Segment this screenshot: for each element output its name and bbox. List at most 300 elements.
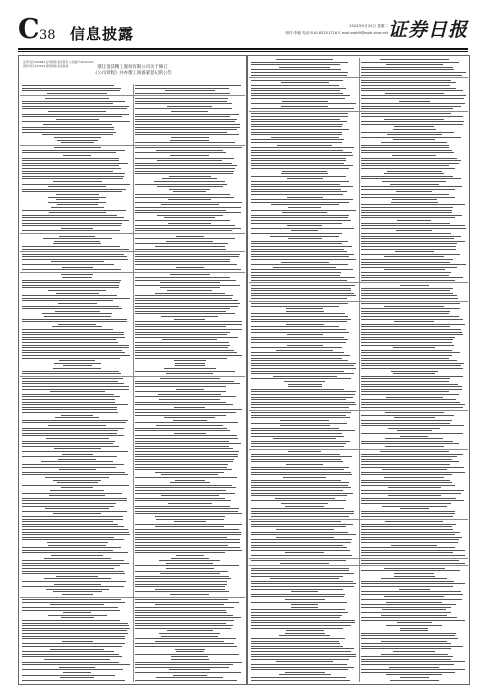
text-line — [22, 295, 117, 296]
text-line — [59, 667, 95, 668]
text-line — [22, 223, 122, 224]
article-title — [19, 65, 246, 78]
text-line — [251, 90, 340, 91]
text-line — [396, 191, 432, 192]
text-line — [135, 664, 234, 665]
text-line — [62, 277, 92, 278]
text-line — [135, 638, 236, 639]
text-line — [382, 609, 446, 610]
text-line — [251, 532, 348, 533]
text-line — [135, 194, 231, 195]
text-line — [394, 417, 435, 418]
text-line — [361, 194, 449, 195]
text-line — [22, 215, 117, 216]
text-line — [22, 173, 125, 174]
text-line — [173, 420, 207, 421]
text-line — [59, 360, 95, 361]
text-line — [22, 451, 128, 452]
text-line — [251, 576, 343, 577]
text-line — [251, 288, 351, 289]
text-line — [361, 464, 451, 465]
text-line — [22, 225, 121, 226]
text-line — [251, 199, 353, 200]
text-line — [135, 371, 236, 372]
text-line — [22, 599, 121, 600]
text-line — [251, 347, 342, 348]
text-line — [55, 417, 99, 418]
text-line — [135, 230, 233, 231]
text-line — [361, 316, 459, 317]
text-line — [251, 313, 345, 314]
text-line — [22, 150, 125, 151]
text-line — [291, 604, 318, 605]
text-line — [135, 158, 234, 159]
text-line — [397, 220, 431, 221]
text-line — [22, 230, 120, 231]
text-line — [135, 202, 243, 203]
text-line — [50, 391, 105, 392]
section-title: 信息披露 — [70, 25, 135, 43]
text-line — [135, 383, 240, 384]
text-line — [63, 672, 91, 673]
text-line — [22, 88, 121, 89]
text-line — [361, 290, 451, 291]
text-line — [44, 578, 111, 579]
text-line — [22, 378, 123, 379]
text-line — [22, 352, 125, 353]
text-line — [251, 638, 345, 639]
text-line — [393, 373, 435, 374]
text-line — [135, 249, 226, 250]
text-line — [361, 376, 463, 377]
text-line — [381, 654, 448, 655]
text-line — [56, 293, 99, 294]
text-line — [154, 181, 225, 182]
text-line — [251, 246, 352, 247]
text-line — [361, 249, 457, 250]
text-line — [135, 152, 226, 153]
text-line — [251, 602, 347, 603]
text-line — [361, 108, 453, 109]
text-line — [44, 659, 110, 660]
text-line — [251, 550, 350, 551]
text-line — [22, 581, 126, 582]
text-line — [22, 521, 113, 522]
text-line — [22, 189, 126, 190]
text-line — [251, 417, 350, 418]
text-line — [168, 199, 211, 200]
text-line — [251, 648, 354, 649]
text-line — [22, 446, 119, 447]
text-line — [282, 101, 328, 102]
text-line — [22, 210, 126, 211]
text-line — [251, 570, 349, 571]
text-line — [391, 545, 437, 546]
text-line — [361, 425, 465, 426]
text-line — [22, 127, 114, 128]
text-line — [57, 482, 98, 483]
text-line — [251, 249, 344, 250]
text-line — [361, 212, 452, 213]
text-line — [384, 568, 445, 569]
text-line — [286, 464, 323, 465]
text-line — [361, 147, 449, 148]
text-line — [251, 394, 355, 395]
text-line — [361, 420, 452, 421]
text-line — [61, 274, 93, 275]
text-line — [251, 583, 356, 584]
text-line — [285, 552, 324, 553]
text-line — [61, 142, 94, 143]
text-line — [361, 267, 457, 268]
text-line — [361, 407, 463, 408]
text-line — [251, 469, 344, 470]
text-line — [251, 609, 345, 610]
text-line — [135, 264, 237, 265]
text-line — [22, 636, 125, 637]
text-line — [162, 178, 217, 179]
column-divider — [359, 58, 360, 682]
text-line — [42, 134, 113, 135]
text-line — [361, 298, 458, 299]
text-line — [251, 358, 342, 359]
text-line — [279, 674, 331, 675]
text-line — [251, 656, 356, 657]
text-line — [251, 622, 355, 623]
text-line — [361, 272, 452, 273]
text-line — [22, 306, 119, 307]
text-line — [53, 591, 102, 592]
text-line — [361, 384, 458, 385]
text-line — [135, 506, 231, 507]
text-line — [361, 241, 465, 242]
text-line — [251, 667, 354, 668]
text-line — [394, 126, 434, 127]
text-line — [275, 498, 335, 499]
text-line — [361, 363, 464, 364]
text-line — [361, 342, 452, 343]
text-line — [285, 633, 325, 634]
text-line — [251, 163, 344, 164]
text-line — [279, 67, 330, 68]
text-line — [390, 680, 439, 681]
text-line — [251, 589, 343, 590]
text-line — [282, 212, 327, 213]
text-line — [46, 589, 109, 590]
text-line — [361, 238, 455, 239]
text-line — [135, 451, 239, 452]
text-line — [175, 649, 205, 650]
text-line — [361, 474, 453, 475]
text-line — [135, 412, 236, 413]
text-line — [361, 165, 450, 166]
text-line — [251, 680, 350, 681]
text-line — [361, 113, 452, 114]
text-line — [361, 85, 451, 86]
text-line — [251, 628, 343, 629]
text-line — [135, 464, 229, 465]
text-line — [22, 547, 121, 548]
text-line — [361, 526, 452, 527]
text-line — [251, 113, 348, 114]
text-line — [361, 350, 453, 351]
text-line — [361, 511, 455, 512]
text-line — [56, 194, 99, 195]
text-line — [157, 186, 223, 187]
text-line — [135, 303, 241, 304]
text-line — [135, 350, 235, 351]
text-line — [135, 547, 240, 548]
text-line — [22, 264, 114, 265]
text-line — [361, 581, 454, 582]
text-line — [135, 103, 232, 104]
text-line — [135, 134, 239, 135]
text-line — [135, 477, 237, 478]
text-line — [170, 594, 209, 595]
text-line — [135, 545, 229, 546]
text-line — [171, 659, 209, 660]
text-line — [135, 129, 237, 130]
text-line — [361, 490, 464, 491]
text-line — [135, 132, 228, 133]
text-line — [361, 254, 461, 255]
text-line — [251, 259, 356, 260]
text-line — [393, 129, 436, 130]
text-line — [361, 503, 452, 504]
text-line — [58, 303, 97, 304]
text-line — [251, 72, 348, 73]
text-line — [285, 599, 325, 600]
text-line — [135, 485, 232, 486]
text-line — [251, 254, 354, 255]
text-line — [135, 438, 239, 439]
text-line — [251, 534, 356, 535]
text-line — [400, 677, 429, 678]
text-line — [51, 555, 103, 556]
text-line — [168, 503, 212, 504]
text-line — [174, 433, 206, 434]
text-line — [361, 95, 466, 96]
text-line — [251, 441, 350, 442]
text-line — [251, 412, 351, 413]
text-line — [22, 568, 114, 569]
text-line — [251, 134, 342, 135]
text-line — [283, 477, 326, 478]
text-line — [251, 181, 349, 182]
text-line — [251, 472, 351, 473]
text-line — [281, 173, 328, 174]
text-line — [135, 259, 230, 260]
text-line — [251, 280, 347, 281]
text-line — [135, 381, 235, 382]
text-line — [22, 422, 126, 423]
text-line — [22, 358, 120, 359]
text-line — [384, 306, 444, 307]
text-line — [287, 345, 323, 346]
text-line — [50, 649, 104, 650]
text-line — [361, 500, 465, 501]
text-line — [251, 98, 345, 99]
text-line — [54, 448, 101, 449]
text-line — [135, 422, 239, 423]
text-line — [135, 542, 241, 543]
text-line — [251, 594, 345, 595]
text-line — [251, 495, 347, 496]
text-line — [164, 368, 216, 369]
text-line — [135, 391, 226, 392]
text-line — [164, 417, 215, 418]
text-line — [22, 355, 130, 356]
text-line — [22, 630, 127, 631]
text-line — [22, 121, 130, 122]
text-line — [361, 570, 460, 571]
dateline: 2024年9月24日 星期二 — [349, 24, 388, 28]
text-line — [361, 672, 455, 673]
text-line — [361, 386, 462, 387]
text-line — [397, 430, 432, 431]
text-line — [361, 586, 454, 587]
text-line — [173, 675, 207, 676]
text-line — [176, 555, 204, 556]
text-line — [22, 420, 128, 421]
text-line — [361, 145, 449, 146]
text-line — [135, 529, 240, 530]
text-line — [135, 498, 226, 499]
text-line — [135, 98, 229, 99]
text-line — [361, 638, 459, 639]
text-line — [361, 163, 459, 164]
text-line — [288, 451, 321, 452]
text-line — [22, 633, 128, 634]
text-line — [388, 487, 441, 488]
text-line — [22, 651, 114, 652]
text-line — [251, 365, 354, 366]
text-line — [361, 186, 463, 187]
text-line — [135, 511, 239, 512]
text-line — [135, 404, 234, 405]
text-line — [135, 142, 236, 143]
text-line — [54, 363, 101, 364]
text-line — [361, 664, 454, 665]
text-line — [61, 617, 94, 618]
text-line — [155, 516, 225, 517]
text-line — [135, 355, 242, 356]
text-line — [287, 225, 323, 226]
text-line — [251, 677, 346, 678]
text-line — [56, 199, 99, 200]
text-line — [135, 667, 230, 668]
text-line — [22, 101, 125, 102]
text-line — [361, 152, 455, 153]
text-line — [393, 139, 435, 140]
text-line — [135, 435, 238, 436]
text-line — [22, 407, 117, 408]
text-line — [135, 513, 243, 514]
text-line — [291, 607, 318, 608]
text-line — [251, 290, 351, 291]
text-line — [251, 654, 356, 655]
text-line — [286, 308, 323, 309]
text-line — [251, 474, 352, 475]
text-line — [176, 389, 204, 390]
text-line — [361, 635, 456, 636]
text-line — [135, 584, 228, 585]
text-line — [251, 436, 344, 437]
text-line — [160, 573, 220, 574]
text-line — [361, 498, 457, 499]
text-line — [361, 661, 465, 662]
text-line — [361, 352, 460, 353]
text-line — [135, 313, 236, 314]
text-line — [135, 654, 239, 655]
text-line — [251, 443, 346, 444]
text-line — [42, 313, 112, 314]
text-line — [361, 358, 450, 359]
text-line — [361, 394, 459, 395]
text-line — [361, 178, 461, 179]
text-line — [251, 228, 354, 229]
text-line — [251, 186, 353, 187]
text-line — [135, 524, 243, 525]
text-line — [22, 171, 113, 172]
text-line — [361, 456, 458, 457]
text-line — [22, 116, 122, 117]
text-line — [286, 630, 324, 631]
text-line — [22, 573, 125, 574]
text-line — [251, 165, 353, 166]
text-line — [361, 643, 452, 644]
text-line — [62, 641, 93, 642]
text-line — [392, 199, 437, 200]
text-line — [155, 641, 224, 642]
text-line — [361, 217, 455, 218]
text-line — [53, 480, 101, 481]
text-line — [22, 646, 122, 647]
text-line — [166, 373, 213, 374]
text-line — [361, 537, 463, 538]
text-line — [251, 493, 353, 494]
text-line — [135, 173, 234, 174]
text-line — [45, 477, 109, 478]
text-line — [380, 451, 449, 452]
text-line — [22, 493, 122, 494]
text-line — [384, 173, 444, 174]
text-line — [22, 249, 129, 250]
text-line — [361, 550, 466, 551]
text-line — [361, 207, 453, 208]
text-line — [251, 337, 344, 338]
text-line — [251, 617, 340, 618]
text-line — [22, 623, 128, 624]
text-line — [22, 474, 128, 475]
text-line — [251, 399, 346, 400]
text-line — [251, 184, 340, 185]
text-line — [361, 176, 454, 177]
text-line — [396, 230, 432, 231]
text-line — [58, 324, 96, 325]
text-line — [385, 412, 444, 413]
text-line — [164, 217, 215, 218]
text-line — [22, 308, 122, 309]
text-line — [399, 589, 430, 590]
text-line — [22, 433, 117, 434]
text-line — [161, 316, 218, 317]
text-line — [251, 147, 354, 148]
text-line — [43, 124, 112, 125]
text-line — [157, 215, 223, 216]
text-line — [251, 485, 348, 486]
text-line — [22, 132, 116, 133]
